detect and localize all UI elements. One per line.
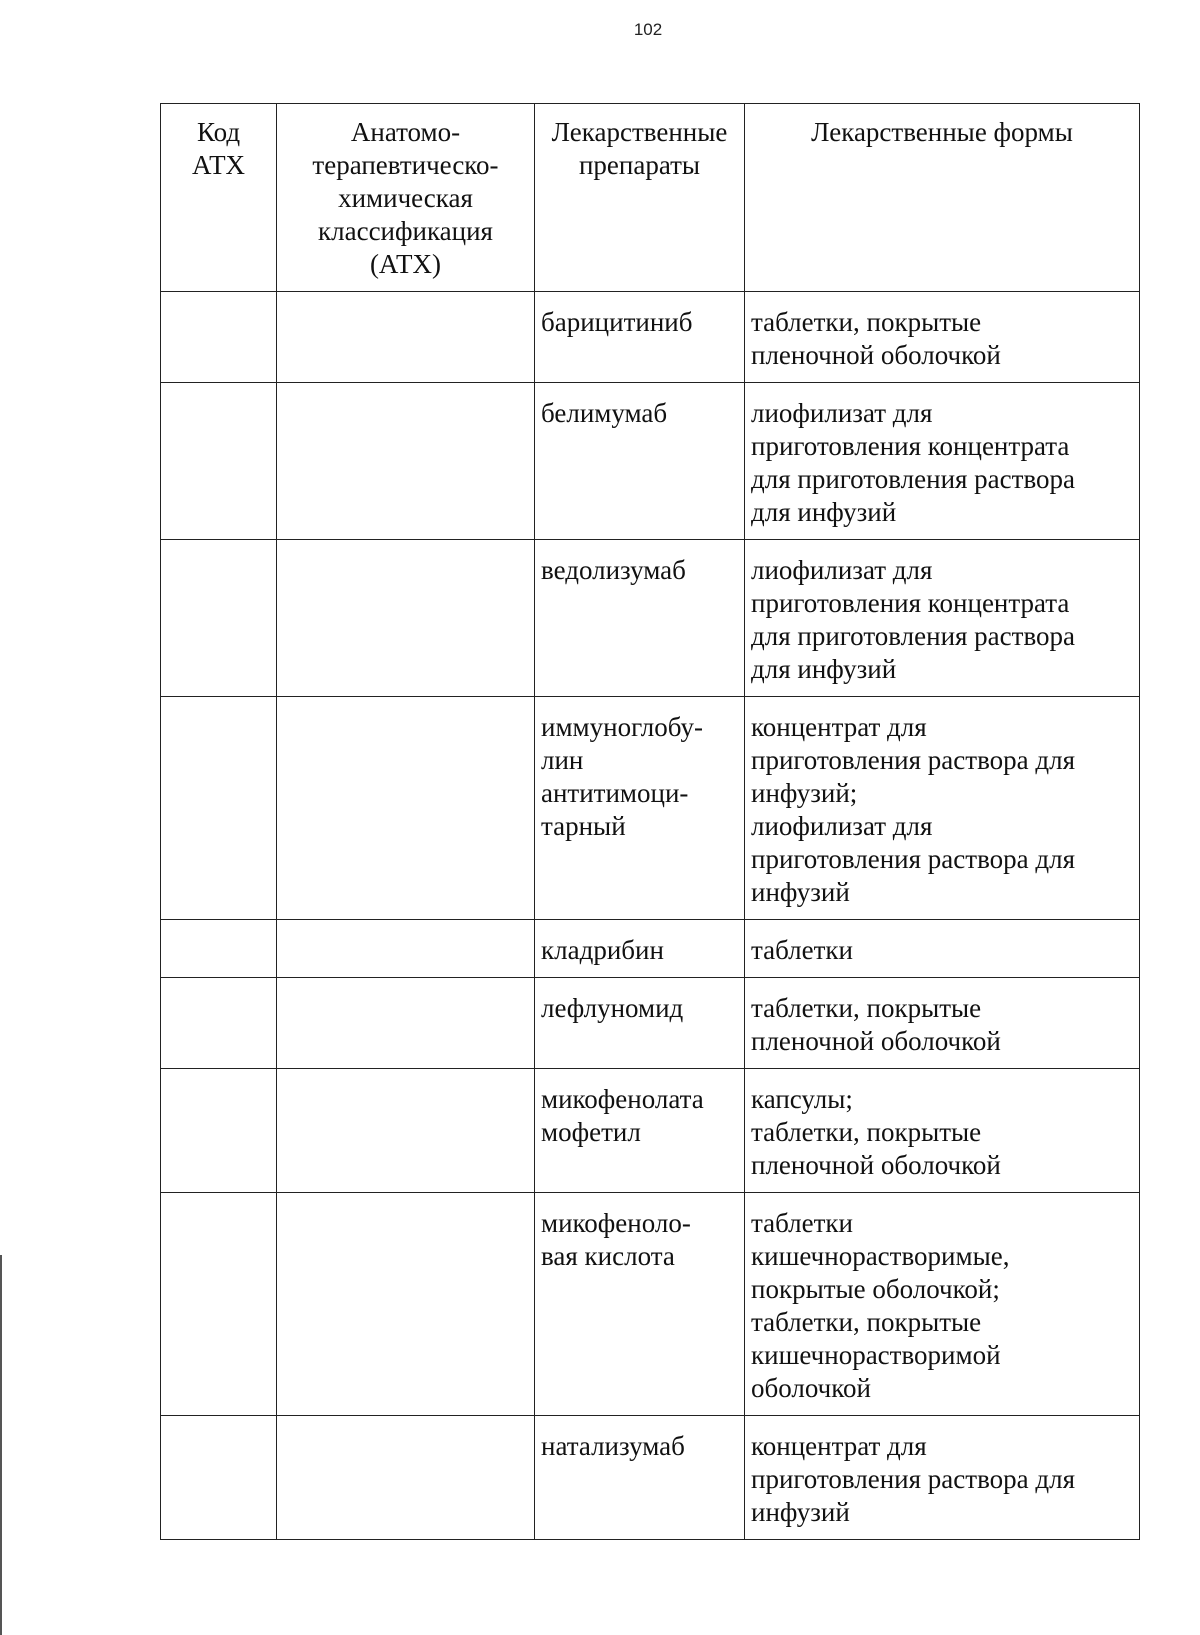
cell-code bbox=[161, 697, 277, 920]
table-row bbox=[161, 1416, 1140, 1540]
cell-code bbox=[161, 540, 277, 697]
cell-drug: лефлуномид bbox=[535, 978, 745, 1069]
cell-drug: микофеноло- вая кислота bbox=[535, 1193, 745, 1416]
atx-drug-table bbox=[160, 103, 1140, 1540]
cell-drug: белимумаб bbox=[535, 383, 745, 540]
cell-code bbox=[161, 383, 277, 540]
cell-code bbox=[161, 292, 277, 383]
cell-classification bbox=[277, 1069, 535, 1193]
cell-classification bbox=[277, 540, 535, 697]
table-row bbox=[161, 383, 1140, 540]
cell-form: концентрат для приготовления раствора для инфузий bbox=[745, 1416, 1140, 1540]
cell-drug: натализумаб bbox=[535, 1416, 745, 1540]
table-row bbox=[161, 920, 1140, 978]
cell-form: таблетки, покрытые пленочной оболочкой bbox=[745, 978, 1140, 1069]
header-classification: Анатомо- терапевтическо- химическая классификация (АТХ) bbox=[277, 104, 535, 292]
cell-form: лиофилизат для приготовления концентрата для приготовления раствора для инфузий bbox=[745, 540, 1140, 697]
scan-edge-line bbox=[0, 1255, 2, 1635]
cell-code bbox=[161, 1416, 277, 1540]
page-number: 102 bbox=[633, 20, 663, 39]
table-row bbox=[161, 292, 1140, 383]
table-row bbox=[161, 540, 1140, 697]
cell-classification bbox=[277, 1193, 535, 1416]
cell-drug: ведолизумаб bbox=[535, 540, 745, 697]
table-header-row bbox=[161, 104, 1140, 292]
header-forms: Лекарственные формы bbox=[745, 104, 1140, 292]
cell-classification bbox=[277, 292, 535, 383]
cell-classification bbox=[277, 383, 535, 540]
cell-code bbox=[161, 978, 277, 1069]
cell-drug: иммуноглобу- лин антитимоци- тарный bbox=[535, 697, 745, 920]
cell-drug: кладрибин bbox=[535, 920, 745, 978]
cell-code bbox=[161, 920, 277, 978]
cell-form: лиофилизат для приготовления концентрата для приготовления раствора для инфузий bbox=[745, 383, 1140, 540]
cell-classification bbox=[277, 978, 535, 1069]
table-row bbox=[161, 978, 1140, 1069]
cell-code bbox=[161, 1193, 277, 1416]
cell-form: капсулы; таблетки, покрытые пленочной оболочкой bbox=[745, 1069, 1140, 1193]
cell-form: таблетки bbox=[745, 920, 1140, 978]
header-drugs: Лекарственные препараты bbox=[535, 104, 745, 292]
cell-drug: микофенолата мофетил bbox=[535, 1069, 745, 1193]
table-row bbox=[161, 1069, 1140, 1193]
header-code: Код АТХ bbox=[161, 104, 277, 292]
table-row bbox=[161, 697, 1140, 920]
cell-classification bbox=[277, 1416, 535, 1540]
cell-form: концентрат для приготовления раствора для инфузий; лиофилизат для приготовления раствора для инфузий bbox=[745, 697, 1140, 920]
cell-form: таблетки, покрытые пленочной оболочкой bbox=[745, 292, 1140, 383]
cell-code bbox=[161, 1069, 277, 1193]
cell-drug: барицитиниб bbox=[535, 292, 745, 383]
cell-classification bbox=[277, 920, 535, 978]
cell-form: таблетки кишечнорастворимые, покрытые оболочкой; таблетки, покрытые кишечнорастворимой оболочкой bbox=[745, 1193, 1140, 1416]
cell-classification bbox=[277, 697, 535, 920]
table-row bbox=[161, 1193, 1140, 1416]
